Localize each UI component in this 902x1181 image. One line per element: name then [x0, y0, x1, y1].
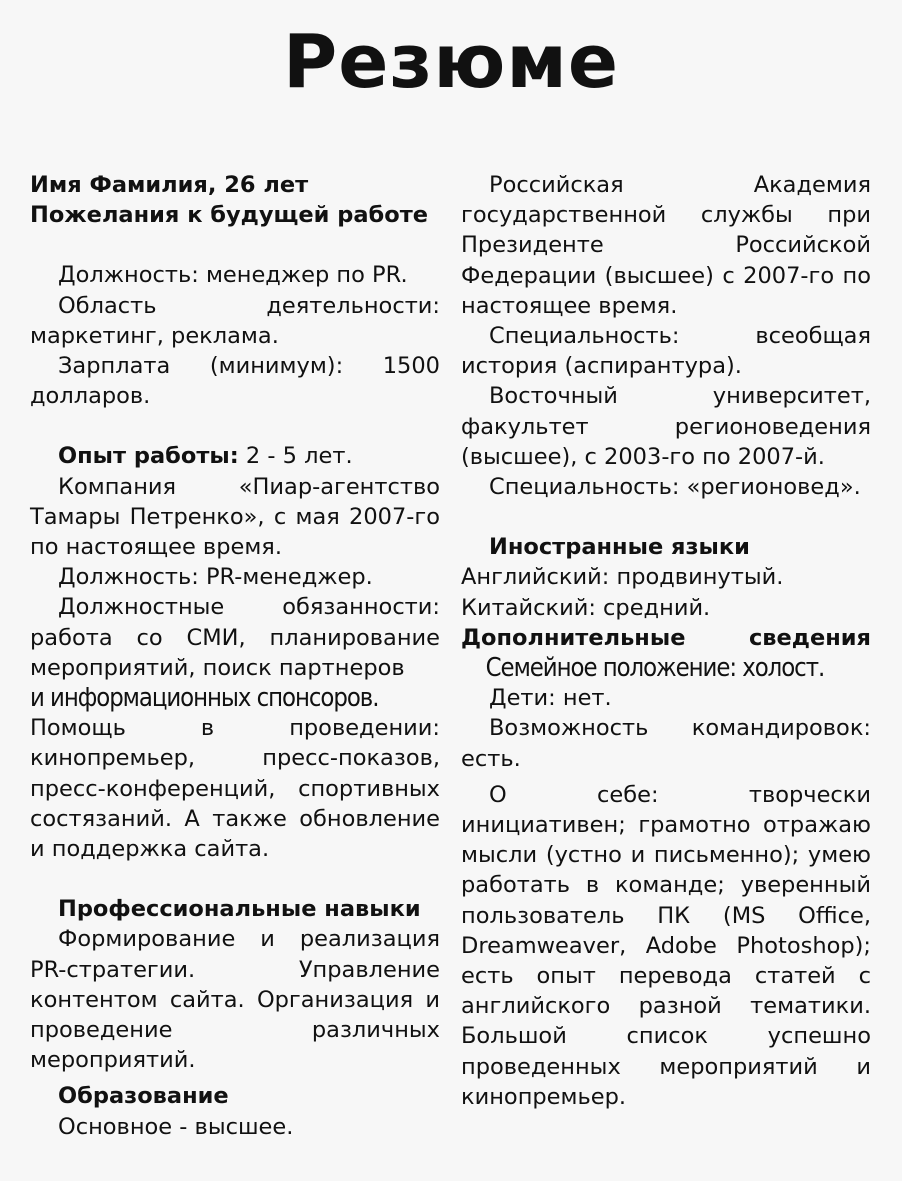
additional-heading: Дополнительные сведения: [461, 624, 871, 651]
education: Основное - высшее.: [58, 1113, 294, 1140]
specialty-2: Специальность: «регионовед».: [489, 474, 861, 501]
left-column: [30, 170, 440, 1142]
job-position: Должность: PR-менеджер.: [58, 564, 373, 591]
academy: Российская Академия государственной службы при Президенте Российской Федерации (высшее) с 2007-го по настоящее время.: [461, 172, 871, 319]
languages-heading: Иностранные языки: [489, 534, 750, 561]
help: Помощь в проведении: кинопремьер, пресс-показов, пресс-конференций, спортивных состязаний. А также обновление и поддержка сайта.: [30, 715, 440, 863]
wishes-heading: Пожелания к будущей работе: [30, 202, 429, 229]
education-heading: Образование: [58, 1083, 229, 1110]
specialty-1: Специальность: всеобщая история (аспирантура).: [461, 323, 871, 380]
chinese: Китайский: средний.: [461, 594, 711, 621]
salary: Зарплата (минимум): 1500 долларов.: [30, 353, 440, 410]
english: Английский: продвинутый.: [461, 564, 784, 591]
experience-value: 2 - 5 лет.: [238, 443, 353, 470]
marital-status: Семейное положение: холост.: [485, 653, 825, 684]
position: Должность: менеджер по PR.: [58, 262, 408, 289]
resume-title: Резюме: [282, 19, 620, 105]
about: О себе: творчески инициативен; грамотно отражаю мысли (устно и письменно); умею работать в команде; уверенный пользователь ПК (MS Office, Dreamweaver, Adobe Photoshop); есть опыт перевода статей с английского разной тематики. Большой список успешно проведенных мероприятий и кинопремьер.: [461, 781, 871, 1110]
duties-continuation: и информационных спонсоров.: [30, 683, 379, 714]
name-age: Имя Фамилия, 26 лет: [30, 172, 309, 198]
right-column: [461, 170, 871, 1112]
skills-heading: Профессиональные навыки: [58, 896, 421, 923]
university: Восточный университет, факультет регионоведения (высшее), с 2003-го по 2007-й.: [461, 383, 871, 470]
skills: Формирование и реализация PR-стратегии. Управление контентом сайта. Организация и проведение различных мероприятий.: [30, 926, 440, 1074]
area: Область деятельности: маркетинг, реклама.: [30, 292, 440, 349]
experience-heading: Опыт работы:: [58, 443, 239, 470]
children: Дети: нет.: [489, 685, 612, 712]
company: Компания «Пиар-агентство Тамары Петренко», с мая 2007-го по настоящее время.: [30, 473, 440, 561]
experience: [30, 441, 440, 471]
duties: Должностные обязанности: работа со СМИ, планирование мероприятий, поиск партнеров: [30, 594, 440, 681]
travel: Возможность командировок: есть.: [461, 715, 871, 772]
